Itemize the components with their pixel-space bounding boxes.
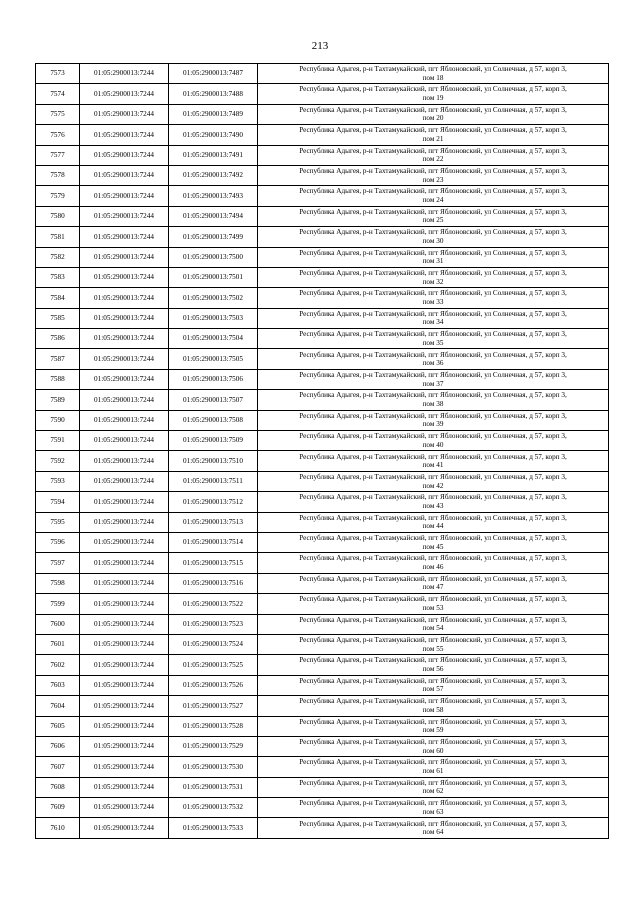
address-cell <box>258 675 609 695</box>
room-text: пом 22 <box>422 155 444 164</box>
row-number-cell: 7607 <box>36 757 80 777</box>
table-row <box>36 696 609 716</box>
cadastral-number-cell: 01:05:2900013:7522 <box>169 594 258 614</box>
room-text: пом 60 <box>422 746 444 755</box>
row-number-cell: 7605 <box>36 716 80 736</box>
address-cell <box>258 696 609 716</box>
cadastral-number-cell: 01:05:2900013:7508 <box>169 410 258 430</box>
address-cell <box>258 655 609 675</box>
address-text: Республика Адыгея, р-н Тахтамукайский, пгт Яблоновский, ул Солнечная, д 57, корп 3, <box>299 248 567 257</box>
address-text: Республика Адыгея, р-н Тахтамукайский, пгт Яблоновский, ул Солнечная, д 57, корп 3, <box>299 636 567 645</box>
cadastral-number-cell: 01:05:2900013:7523 <box>169 614 258 634</box>
room-text: пом 41 <box>422 461 444 470</box>
row-number-cell: 7597 <box>36 553 80 573</box>
parent-cadastral-number-cell: 01:05:2900013:7244 <box>80 634 169 654</box>
registry-table-body <box>36 64 609 839</box>
cadastral-number-cell: 01:05:2900013:7501 <box>169 267 258 287</box>
address-cell <box>258 104 609 124</box>
address-cell <box>258 206 609 226</box>
cadastral-number-cell: 01:05:2900013:7532 <box>169 798 258 818</box>
cadastral-number-cell: 01:05:2900013:7494 <box>169 206 258 226</box>
address-cell <box>258 451 609 471</box>
row-number-cell: 7585 <box>36 308 80 328</box>
address-cell <box>258 798 609 818</box>
room-text: пом 58 <box>422 705 444 714</box>
room-text: пом 38 <box>422 399 444 408</box>
table-row <box>36 512 609 532</box>
table-row <box>36 716 609 736</box>
room-text: пом 33 <box>422 297 444 306</box>
address-cell <box>258 288 609 308</box>
address-text: Республика Адыгея, р-н Тахтамукайский, пгт Яблоновский, ул Солнечная, д 57, корп 3, <box>299 126 567 135</box>
table-row <box>36 431 609 451</box>
room-text: пом 47 <box>422 583 444 592</box>
parent-cadastral-number-cell: 01:05:2900013:7244 <box>80 369 169 389</box>
row-number-cell: 7586 <box>36 329 80 349</box>
row-number-cell: 7596 <box>36 532 80 552</box>
parent-cadastral-number-cell: 01:05:2900013:7244 <box>80 145 169 165</box>
table-row <box>36 451 609 471</box>
table-row <box>36 227 609 247</box>
address-text: Республика Адыгея, р-н Тахтамукайский, пгт Яблоновский, ул Солнечная, д 57, корп 3, <box>299 146 567 155</box>
table-row <box>36 818 609 838</box>
row-number-cell: 7578 <box>36 165 80 185</box>
address-text: Республика Адыгея, р-н Тахтамукайский, пгт Яблоновский, ул Солнечная, д 57, корп 3, <box>299 778 567 787</box>
room-text: пом 61 <box>422 766 444 775</box>
row-number-cell: 7606 <box>36 736 80 756</box>
row-number-cell: 7603 <box>36 675 80 695</box>
table-row <box>36 308 609 328</box>
address-cell <box>258 553 609 573</box>
room-text: пом 32 <box>422 277 444 286</box>
room-text: пом 40 <box>422 440 444 449</box>
address-cell <box>258 64 609 84</box>
room-text: пом 44 <box>422 522 444 531</box>
row-number-cell: 7609 <box>36 798 80 818</box>
table-row <box>36 798 609 818</box>
address-cell <box>258 634 609 654</box>
room-text: пом 56 <box>422 665 444 674</box>
table-row <box>36 104 609 124</box>
table-row <box>36 64 609 84</box>
table-row <box>36 206 609 226</box>
table-row <box>36 594 609 614</box>
row-number-cell: 7583 <box>36 267 80 287</box>
row-number-cell: 7582 <box>36 247 80 267</box>
parent-cadastral-number-cell: 01:05:2900013:7244 <box>80 655 169 675</box>
address-text: Республика Адыгея, р-н Тахтамукайский, пгт Яблоновский, ул Солнечная, д 57, корп 3, <box>299 737 567 746</box>
room-text: пом 31 <box>422 257 444 266</box>
address-cell <box>258 349 609 369</box>
address-text: Республика Адыгея, р-н Тахтамукайский, пгт Яблоновский, ул Солнечная, д 57, корп 3, <box>299 697 567 706</box>
table-row <box>36 532 609 552</box>
row-number-cell: 7589 <box>36 390 80 410</box>
table-row <box>36 757 609 777</box>
address-cell <box>258 390 609 410</box>
cadastral-number-cell: 01:05:2900013:7487 <box>169 64 258 84</box>
row-number-cell: 7587 <box>36 349 80 369</box>
room-text: пом 46 <box>422 563 444 572</box>
cadastral-number-cell: 01:05:2900013:7510 <box>169 451 258 471</box>
table-row <box>36 614 609 634</box>
table-row <box>36 349 609 369</box>
room-text: пом 64 <box>422 828 444 837</box>
room-text: пом 53 <box>422 603 444 612</box>
room-text: пом 62 <box>422 787 444 796</box>
row-number-cell: 7577 <box>36 145 80 165</box>
row-number-cell: 7610 <box>36 818 80 838</box>
row-number-cell: 7593 <box>36 471 80 491</box>
address-text: Республика Адыгея, р-н Тахтамукайский, пгт Яблоновский, ул Солнечная, д 57, корп 3, <box>299 187 567 196</box>
parent-cadastral-number-cell: 01:05:2900013:7244 <box>80 329 169 349</box>
parent-cadastral-number-cell: 01:05:2900013:7244 <box>80 594 169 614</box>
cadastral-number-cell: 01:05:2900013:7502 <box>169 288 258 308</box>
table-row <box>36 410 609 430</box>
parent-cadastral-number-cell: 01:05:2900013:7244 <box>80 186 169 206</box>
cadastral-number-cell: 01:05:2900013:7504 <box>169 329 258 349</box>
address-text: Республика Адыгея, р-н Тахтамукайский, пгт Яблоновский, ул Солнечная, д 57, корп 3, <box>299 269 567 277</box>
parent-cadastral-number-cell: 01:05:2900013:7244 <box>80 777 169 797</box>
address-text: Республика Адыгея, р-н Тахтамукайский, пгт Яблоновский, ул Солнечная, д 57, корп 3, <box>299 513 567 522</box>
address-cell <box>258 573 609 593</box>
address-cell <box>258 736 609 756</box>
room-text: пом 57 <box>422 685 444 694</box>
address-text: Республика Адыгея, р-н Тахтамукайский, пгт Яблоновский, ул Солнечная, д 57, корп 3, <box>299 493 567 502</box>
address-text: Республика Адыгея, р-н Тахтамукайский, пгт Яблоновский, ул Солнечная, д 57, корп 3, <box>299 758 567 767</box>
room-text: пом 59 <box>422 726 444 735</box>
room-text: пом 42 <box>422 481 444 490</box>
address-cell <box>258 329 609 349</box>
address-cell <box>258 777 609 797</box>
row-number-cell: 7573 <box>36 64 80 84</box>
row-number-cell: 7588 <box>36 369 80 389</box>
cadastral-number-cell: 01:05:2900013:7489 <box>169 104 258 124</box>
address-text: Республика Адыгея, р-н Тахтамукайский, пгт Яблоновский, ул Солнечная, д 57, корп 3, <box>299 65 567 74</box>
cadastral-number-cell: 01:05:2900013:7511 <box>169 471 258 491</box>
room-text: пом 19 <box>422 94 444 103</box>
room-text: пом 55 <box>422 644 444 653</box>
parent-cadastral-number-cell: 01:05:2900013:7244 <box>80 165 169 185</box>
address-text: Республика Адыгея, р-н Тахтамукайский, пгт Яблоновский, ул Солнечная, д 57, корп 3, <box>299 370 567 379</box>
parent-cadastral-number-cell: 01:05:2900013:7244 <box>80 349 169 369</box>
cadastral-number-cell: 01:05:2900013:7531 <box>169 777 258 797</box>
room-text: пом 63 <box>422 807 444 816</box>
table-row <box>36 777 609 797</box>
parent-cadastral-number-cell: 01:05:2900013:7244 <box>80 757 169 777</box>
cadastral-number-cell: 01:05:2900013:7515 <box>169 553 258 573</box>
address-text: Республика Адыгея, р-н Тахтамукайский, пгт Яблоновский, ул Солнечная, д 57, корп 3, <box>299 534 567 543</box>
registry-table <box>35 63 609 839</box>
room-text: пом 37 <box>422 379 444 388</box>
address-text: Республика Адыгея, р-н Тахтамукайский, пгт Яблоновский, ул Солнечная, д 57, корп 3, <box>299 819 567 828</box>
address-text: Республика Адыгея, р-н Тахтамукайский, пгт Яблоновский, ул Солнечная, д 57, корп 3, <box>299 391 567 400</box>
table-row <box>36 369 609 389</box>
table-row <box>36 655 609 675</box>
row-number-cell: 7595 <box>36 512 80 532</box>
parent-cadastral-number-cell: 01:05:2900013:7244 <box>80 410 169 430</box>
parent-cadastral-number-cell: 01:05:2900013:7244 <box>80 614 169 634</box>
parent-cadastral-number-cell: 01:05:2900013:7244 <box>80 716 169 736</box>
address-text: Республика Адыгея, р-н Тахтамукайский, пгт Яблоновский, ул Солнечная, д 57, корп 3, <box>299 595 567 604</box>
table-row <box>36 267 609 287</box>
address-cell <box>258 227 609 247</box>
parent-cadastral-number-cell: 01:05:2900013:7244 <box>80 288 169 308</box>
table-row <box>36 390 609 410</box>
parent-cadastral-number-cell: 01:05:2900013:7244 <box>80 798 169 818</box>
address-cell <box>258 716 609 736</box>
cadastral-number-cell: 01:05:2900013:7500 <box>169 247 258 267</box>
parent-cadastral-number-cell: 01:05:2900013:7244 <box>80 84 169 104</box>
cadastral-number-cell: 01:05:2900013:7525 <box>169 655 258 675</box>
parent-cadastral-number-cell: 01:05:2900013:7244 <box>80 308 169 328</box>
address-text: Республика Адыгея, р-н Тахтамукайский, пгт Яблоновский, ул Солнечная, д 57, корп 3, <box>299 207 567 216</box>
cadastral-number-cell: 01:05:2900013:7516 <box>169 573 258 593</box>
parent-cadastral-number-cell: 01:05:2900013:7244 <box>80 431 169 451</box>
cadastral-number-cell: 01:05:2900013:7509 <box>169 431 258 451</box>
table-row <box>36 145 609 165</box>
table-row <box>36 125 609 145</box>
address-text: Республика Адыгея, р-н Тахтамукайский, пгт Яблоновский, ул Солнечная, д 57, корп 3, <box>299 85 567 94</box>
table-row <box>36 492 609 512</box>
room-text: пом 43 <box>422 501 444 510</box>
parent-cadastral-number-cell: 01:05:2900013:7244 <box>80 227 169 247</box>
row-number-cell: 7608 <box>36 777 80 797</box>
address-cell <box>258 410 609 430</box>
cadastral-number-cell: 01:05:2900013:7492 <box>169 165 258 185</box>
row-number-cell: 7602 <box>36 655 80 675</box>
row-number-cell: 7598 <box>36 573 80 593</box>
page-number: 213 <box>311 40 329 52</box>
address-text: Республика Адыгея, р-н Тахтамукайский, пгт Яблоновский, ул Солнечная, д 57, корп 3, <box>299 167 567 176</box>
table-row <box>36 288 609 308</box>
cadastral-number-cell: 01:05:2900013:7491 <box>169 145 258 165</box>
address-cell <box>258 512 609 532</box>
room-text: пом 35 <box>422 338 444 347</box>
address-text: Республика Адыгея, р-н Тахтамукайский, пгт Яблоновский, ул Солнечная, д 57, корп 3, <box>299 432 567 441</box>
row-number-cell: 7604 <box>36 696 80 716</box>
address-text: Республика Адыгея, р-н Тахтамукайский, пгт Яблоновский, ул Солнечная, д 57, корп 3, <box>299 554 567 563</box>
address-cell <box>258 532 609 552</box>
room-text: пом 25 <box>422 216 444 225</box>
address-cell <box>258 614 609 634</box>
address-text: Республика Адыгея, р-н Тахтамукайский, пгт Яблоновский, ул Солнечная, д 57, корп 3, <box>299 228 567 237</box>
address-text: Республика Адыгея, р-н Тахтамукайский, пгт Яблоновский, ул Солнечная, д 57, корп 3, <box>299 656 567 665</box>
table-row <box>36 165 609 185</box>
room-text: пом 30 <box>422 236 444 245</box>
row-number-cell: 7574 <box>36 84 80 104</box>
cadastral-number-cell: 01:05:2900013:7505 <box>169 349 258 369</box>
parent-cadastral-number-cell: 01:05:2900013:7244 <box>80 451 169 471</box>
cadastral-number-cell: 01:05:2900013:7499 <box>169 227 258 247</box>
address-cell <box>258 84 609 104</box>
parent-cadastral-number-cell: 01:05:2900013:7244 <box>80 247 169 267</box>
cadastral-number-cell: 01:05:2900013:7524 <box>169 634 258 654</box>
address-text: Республика Адыгея, р-н Тахтамукайский, пгт Яблоновский, ул Солнечная, д 57, корп 3, <box>299 105 567 114</box>
row-number-cell: 7590 <box>36 410 80 430</box>
table-row <box>36 634 609 654</box>
address-cell <box>258 492 609 512</box>
cadastral-number-cell: 01:05:2900013:7533 <box>169 818 258 838</box>
cadastral-number-cell: 01:05:2900013:7514 <box>169 532 258 552</box>
cadastral-number-cell: 01:05:2900013:7528 <box>169 716 258 736</box>
room-text: пом 45 <box>422 542 444 551</box>
room-text: пом 34 <box>422 318 444 327</box>
row-number-cell: 7592 <box>36 451 80 471</box>
address-text: Республика Адыгея, р-н Тахтамукайский, пгт Яблоновский, ул Солнечная, д 57, корп 3, <box>299 472 567 481</box>
address-text: Республика Адыгея, р-н Тахтамукайский, пгт Яблоновский, ул Солнечная, д 57, корп 3, <box>299 350 567 359</box>
table-row <box>36 84 609 104</box>
row-number-cell: 7584 <box>36 288 80 308</box>
table-row <box>36 329 609 349</box>
parent-cadastral-number-cell: 01:05:2900013:7244 <box>80 573 169 593</box>
address-cell <box>258 431 609 451</box>
room-text: пом 21 <box>422 134 444 143</box>
table-row <box>36 471 609 491</box>
cadastral-number-cell: 01:05:2900013:7529 <box>169 736 258 756</box>
room-text: пом 24 <box>422 196 444 205</box>
table-row <box>36 247 609 267</box>
row-number-cell: 7579 <box>36 186 80 206</box>
cadastral-number-cell: 01:05:2900013:7513 <box>169 512 258 532</box>
parent-cadastral-number-cell: 01:05:2900013:7244 <box>80 696 169 716</box>
address-cell <box>258 369 609 389</box>
cadastral-number-cell: 01:05:2900013:7507 <box>169 390 258 410</box>
parent-cadastral-number-cell: 01:05:2900013:7244 <box>80 736 169 756</box>
row-number-cell: 7594 <box>36 492 80 512</box>
parent-cadastral-number-cell: 01:05:2900013:7244 <box>80 125 169 145</box>
address-text: Республика Адыгея, р-н Тахтамукайский, пгт Яблоновский, ул Солнечная, д 57, корп 3, <box>299 676 567 685</box>
address-text: Республика Адыгея, р-н Тахтамукайский, пгт Яблоновский, ул Солнечная, д 57, корп 3, <box>299 309 567 318</box>
address-cell <box>258 125 609 145</box>
address-cell <box>258 186 609 206</box>
address-cell <box>258 471 609 491</box>
parent-cadastral-number-cell: 01:05:2900013:7244 <box>80 267 169 287</box>
parent-cadastral-number-cell: 01:05:2900013:7244 <box>80 492 169 512</box>
parent-cadastral-number-cell: 01:05:2900013:7244 <box>80 512 169 532</box>
room-text: пом 18 <box>422 73 444 82</box>
address-text: Республика Адыгея, р-н Тахтамукайский, пгт Яблоновский, ул Солнечная, д 57, корп 3, <box>299 799 567 808</box>
parent-cadastral-number-cell: 01:05:2900013:7244 <box>80 64 169 84</box>
parent-cadastral-number-cell: 01:05:2900013:7244 <box>80 553 169 573</box>
room-text: пом 39 <box>422 420 444 429</box>
cadastral-number-cell: 01:05:2900013:7526 <box>169 675 258 695</box>
room-text: пом 36 <box>422 359 444 368</box>
address-text: Республика Адыгея, р-н Тахтамукайский, пгт Яблоновский, ул Солнечная, д 57, корп 3, <box>299 411 567 420</box>
row-number-cell: 7576 <box>36 125 80 145</box>
row-number-cell: 7581 <box>36 227 80 247</box>
address-cell <box>258 308 609 328</box>
address-cell <box>258 247 609 267</box>
table-row <box>36 573 609 593</box>
room-text: пом 23 <box>422 175 444 184</box>
row-number-cell: 7575 <box>36 104 80 124</box>
address-text: Республика Адыгея, р-н Тахтамукайский, пгт Яблоновский, ул Солнечная, д 57, корп 3, <box>299 574 567 583</box>
cadastral-number-cell: 01:05:2900013:7506 <box>169 369 258 389</box>
cadastral-number-cell: 01:05:2900013:7493 <box>169 186 258 206</box>
address-text: Республика Адыгея, р-н Тахтамукайский, пгт Яблоновский, ул Солнечная, д 57, корп 3, <box>299 615 567 624</box>
address-text: Республика Адыгея, р-н Тахтамукайский, пгт Яблоновский, ул Солнечная, д 57, корп 3, <box>299 289 567 298</box>
row-number-cell: 7599 <box>36 594 80 614</box>
row-number-cell: 7600 <box>36 614 80 634</box>
address-cell <box>258 267 609 287</box>
parent-cadastral-number-cell: 01:05:2900013:7244 <box>80 818 169 838</box>
parent-cadastral-number-cell: 01:05:2900013:7244 <box>80 471 169 491</box>
address-text: Республика Адыгея, р-н Тахтамукайский, пгт Яблоновский, ул Солнечная, д 57, корп 3, <box>299 452 567 461</box>
room-text: пом 54 <box>422 624 444 633</box>
cadastral-number-cell: 01:05:2900013:7530 <box>169 757 258 777</box>
cadastral-number-cell: 01:05:2900013:7503 <box>169 308 258 328</box>
address-text: Республика Адыгея, р-н Тахтамукайский, пгт Яблоновский, ул Солнечная, д 57, корп 3, <box>299 330 567 339</box>
address-cell <box>258 594 609 614</box>
cadastral-number-cell: 01:05:2900013:7490 <box>169 125 258 145</box>
cadastral-number-cell: 01:05:2900013:7527 <box>169 696 258 716</box>
parent-cadastral-number-cell: 01:05:2900013:7244 <box>80 104 169 124</box>
parent-cadastral-number-cell: 01:05:2900013:7244 <box>80 206 169 226</box>
parent-cadastral-number-cell: 01:05:2900013:7244 <box>80 532 169 552</box>
room-text: пом 20 <box>422 114 444 123</box>
table-row <box>36 675 609 695</box>
row-number-cell: 7601 <box>36 634 80 654</box>
parent-cadastral-number-cell: 01:05:2900013:7244 <box>80 390 169 410</box>
address-text: Республика Адыгея, р-н Тахтамукайский, пгт Яблоновский, ул Солнечная, д 57, корп 3, <box>299 717 567 726</box>
address-cell <box>258 165 609 185</box>
row-number-cell: 7580 <box>36 206 80 226</box>
table-row <box>36 553 609 573</box>
cadastral-number-cell: 01:05:2900013:7512 <box>169 492 258 512</box>
address-cell <box>258 145 609 165</box>
address-cell <box>258 818 609 838</box>
row-number-cell: 7591 <box>36 431 80 451</box>
address-cell <box>258 757 609 777</box>
cadastral-number-cell: 01:05:2900013:7488 <box>169 84 258 104</box>
table-row <box>36 736 609 756</box>
table-row <box>36 186 609 206</box>
parent-cadastral-number-cell: 01:05:2900013:7244 <box>80 675 169 695</box>
